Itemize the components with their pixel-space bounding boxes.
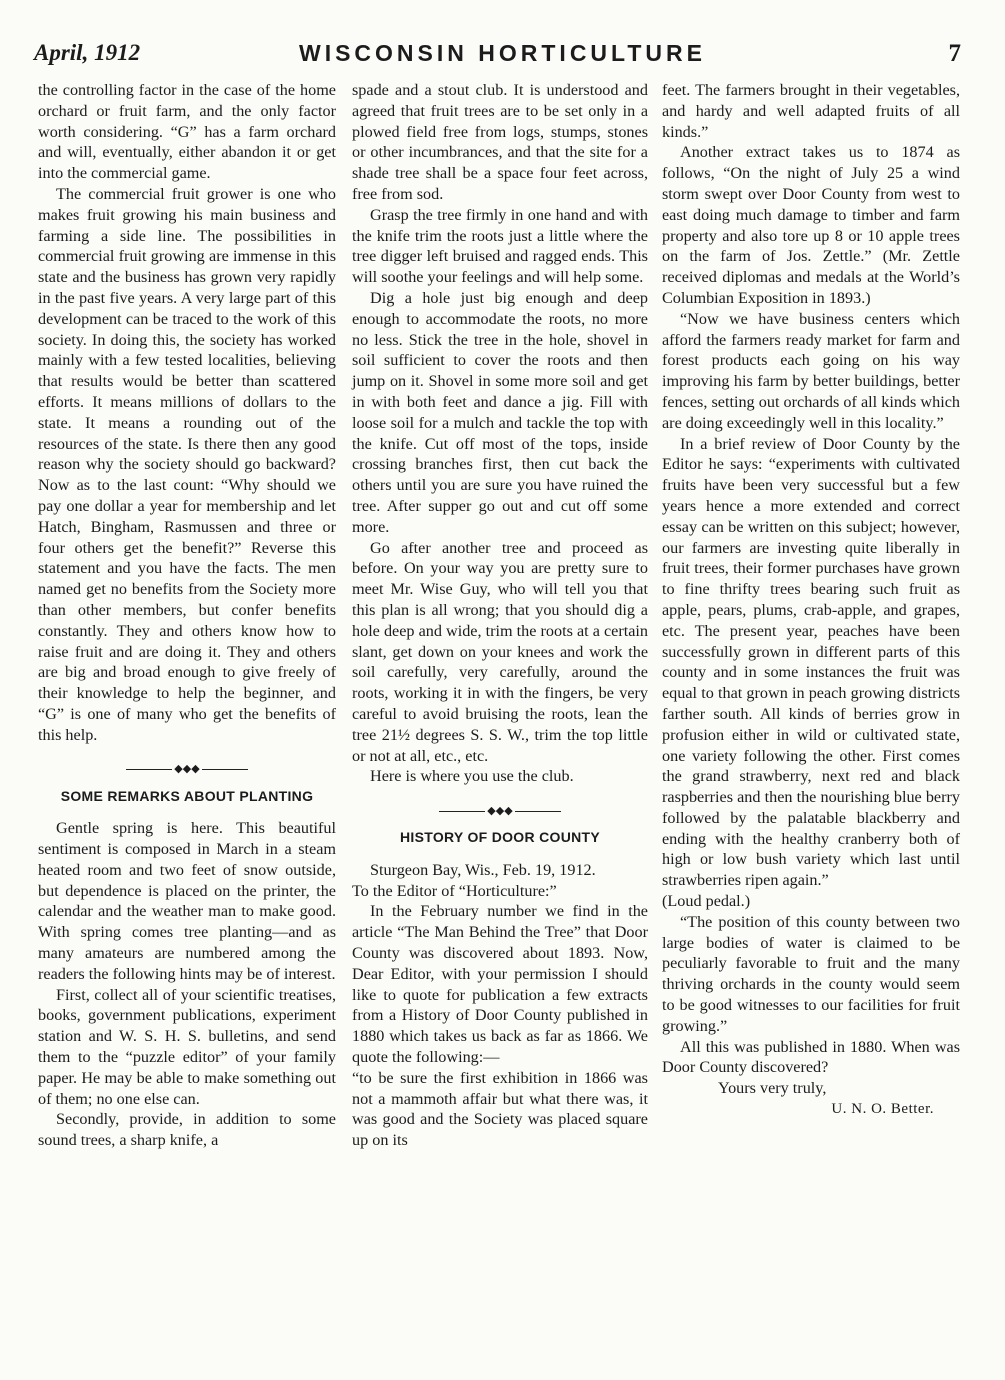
paragraph: Dig a hole just big enough and deep enough to accommodate the roots, no more no less. Stick the tree in the hole, shovel in soil sufficient to cover the roots and then jump on it. Shovel in some more soil and get in with both feet and dance a jig. Fill with loose soil for a mulch and tackle the top with the knife. Cut off most of the tops, inside crossing branches first, then cut back the others until you are sure you have ruined the tree. After supper go out and cut off some more. bbox=[352, 288, 648, 536]
paragraph: The commercial fruit grower is one who makes fruit growing his main business and farming a side line. The possibilities in commercial fruit growing are immense in this state and the business has grown very rapidly in the past five years. A very large part of this development can be traced to the work of this society. In doing this, the society has worked mainly with a few tested localities, believing that results would be better than scattered efforts. It means millions of dollars to the state. It means a rounding out of the resources of the state. Is there then any good reason why the society should go backward? Now as to the last count: “Why should we pay one dollar a year for membership and let Hatch, Bingham, Rasmussen and three or four others get the benefit?” Reverse this statement and you have the facts. The men named get no benefits from the Society more than other members, but confer benefits constantly. They and others know how to raise fruit and are doing it. They and others are big and broad enough to give freely of their knowledge to help the beginner, and “G” is one of many who get the benefits of this help. bbox=[38, 184, 336, 744]
paragraph: Another extract takes us to 1874 as follows, “On the night of July 25 a wind storm swept over Door County from west to east doing much damage to timber and farm property and also tore up 8 or 10 apple trees on the farm of Jos. Zettle.” (Mr. Zettle received diplomas and medals at the World’s Columbian Exposition in 1893.) bbox=[662, 143, 960, 307]
paragraph: Gentle spring is here. This beautiful sentiment is composed in March in a steam heated room and two feet of snow outside, but dependence is placed on the printer, the calendar and the weather man to make good. With spring comes tree planting—and as many amateurs are numbered among the readers the following hints may be of interest. bbox=[38, 819, 336, 983]
column-left bbox=[38, 80, 336, 1151]
page-header bbox=[0, 38, 1005, 72]
letter-dateline: Sturgeon Bay, Wis., Feb. 19, 1912. bbox=[370, 860, 596, 879]
paragraph: “The position of this county between two large bodies of water is claimed to be peculiarly favorable to fruit and the many thriving orchards in the county would seem to be good witnesses to our facilities for fruit growing.” bbox=[662, 912, 960, 1035]
paragraph: Go after another tree and proceed as before. On your way you are pretty sure to meet Mr. Wise Guy, who will tell you that this plan is all wrong; that you should dig a hole deep and wide, trim the roots at a certain slant, get down on your knees and work the soil carefully, very carefully, around the roots, working it in with the fingers, be very careful to avoid bruising the roots, lean the tree 21½ degrees S. S. W., trim the top little or not at all, etc., etc. bbox=[352, 538, 648, 765]
article-heading: HISTORY OF DOOR COUNTY bbox=[399, 829, 601, 846]
paragraph: “Now we have business centers which afford the farmers ready market for farm and forest products each going on his way improving his farm by better buildings, better fences, setting out orchards of all kinds which are doing exceedingly well in this locality.” bbox=[662, 309, 960, 432]
paragraph: feet. The farmers brought in their vegetables, and hardy and well adapted fruits of all kinds.” bbox=[662, 81, 960, 141]
paragraph: (Loud pedal.) bbox=[662, 892, 751, 911]
article-heading: SOME REMARKS ABOUT PLANTING bbox=[60, 787, 314, 804]
section-divider: ◆◆◆ bbox=[38, 762, 336, 778]
paragraph: spade and a stout club. It is understood and agreed that fruit trees are to be set only in a plowed field free from logs, stumps, stones or other incumbrances, and that the site for a shade tree shall be a space four feet across, free from sod. bbox=[352, 81, 648, 203]
paragraph: Here is where you use the club. bbox=[370, 767, 574, 786]
letter-closing: Yours very truly, bbox=[718, 1079, 827, 1098]
paragraph: All this was published in 1880. When was Door County discovered? bbox=[662, 1037, 960, 1077]
issue-date: April, 1912 bbox=[34, 40, 141, 65]
letter-salutation: To the Editor of “Horticulture:” bbox=[352, 881, 557, 900]
paragraph: In the February number we find in the article “The Man Behind the Tree” that Door County was discovered about 1893. Now, Dear Editor, with your permission I should like to quote for publication a few extracts from a History of Door County published in 1880 which takes us back as far as 1866. We quote the following:— bbox=[352, 902, 648, 1067]
paragraph: the controlling factor in the case of the home orchard or fruit farm, and the only factor worth considering. “G” has a farm orchard and will, eventually, either abandon it or get into the commercial game. bbox=[38, 81, 336, 183]
journal-title: WISCONSIN HORTICULTURE bbox=[298, 40, 706, 66]
column-middle bbox=[352, 80, 648, 1151]
column-right bbox=[662, 80, 960, 1120]
paragraph: Grasp the tree firmly in one hand and with the knife trim the roots just a little where the tree digger left bruised and ragged ends. This will soothe your feelings and will help some. bbox=[352, 205, 648, 287]
letter-signature: U. N. O. Better. bbox=[831, 1101, 934, 1118]
paragraph: First, collect all of your scientific treatises, books, government publications, experiment station and W. S. H. S. bulletins, and send them to the “puzzle editor” of your family paper. He may be able to make something out of them; no one else can. bbox=[38, 985, 336, 1108]
paragraph: In a brief review of Door County by the Editor he says: “experiments with cultivated fruits have been very successful but a few years hence a more extended and correct essay can be written on this subject; however, our farmers are investing quite liberally in fruit trees, their former purchases have grown to fine thrifty trees bearing such fruit as apple, pears, plums, crab-apple, and grapes, etc. The present year, peaches have been successfully grown in different parts of this county and in some instances the fruit was equal to that grown in peach growing districts farther south. All kinds of berries grow in profusion either in wild or cultivated state, one variety following the other. First comes the grand strawberry, next red and black raspberries and then the nourishing blue berry followed by the palatable blackberry and ending with the healthy cranberry both of high or low bush variety which last until strawberries ripen again.” bbox=[662, 434, 960, 890]
paragraph: Secondly, provide, in addition to some sound trees, a sharp knife, a bbox=[38, 1110, 336, 1150]
section-divider: ◆◆◆ bbox=[352, 803, 648, 819]
paragraph: “to be sure the first exhibition in 1866 was not a mammoth affair but what there was, it was good and the Society was placed square up on its bbox=[352, 1068, 648, 1150]
page-number: 7 bbox=[948, 40, 961, 67]
